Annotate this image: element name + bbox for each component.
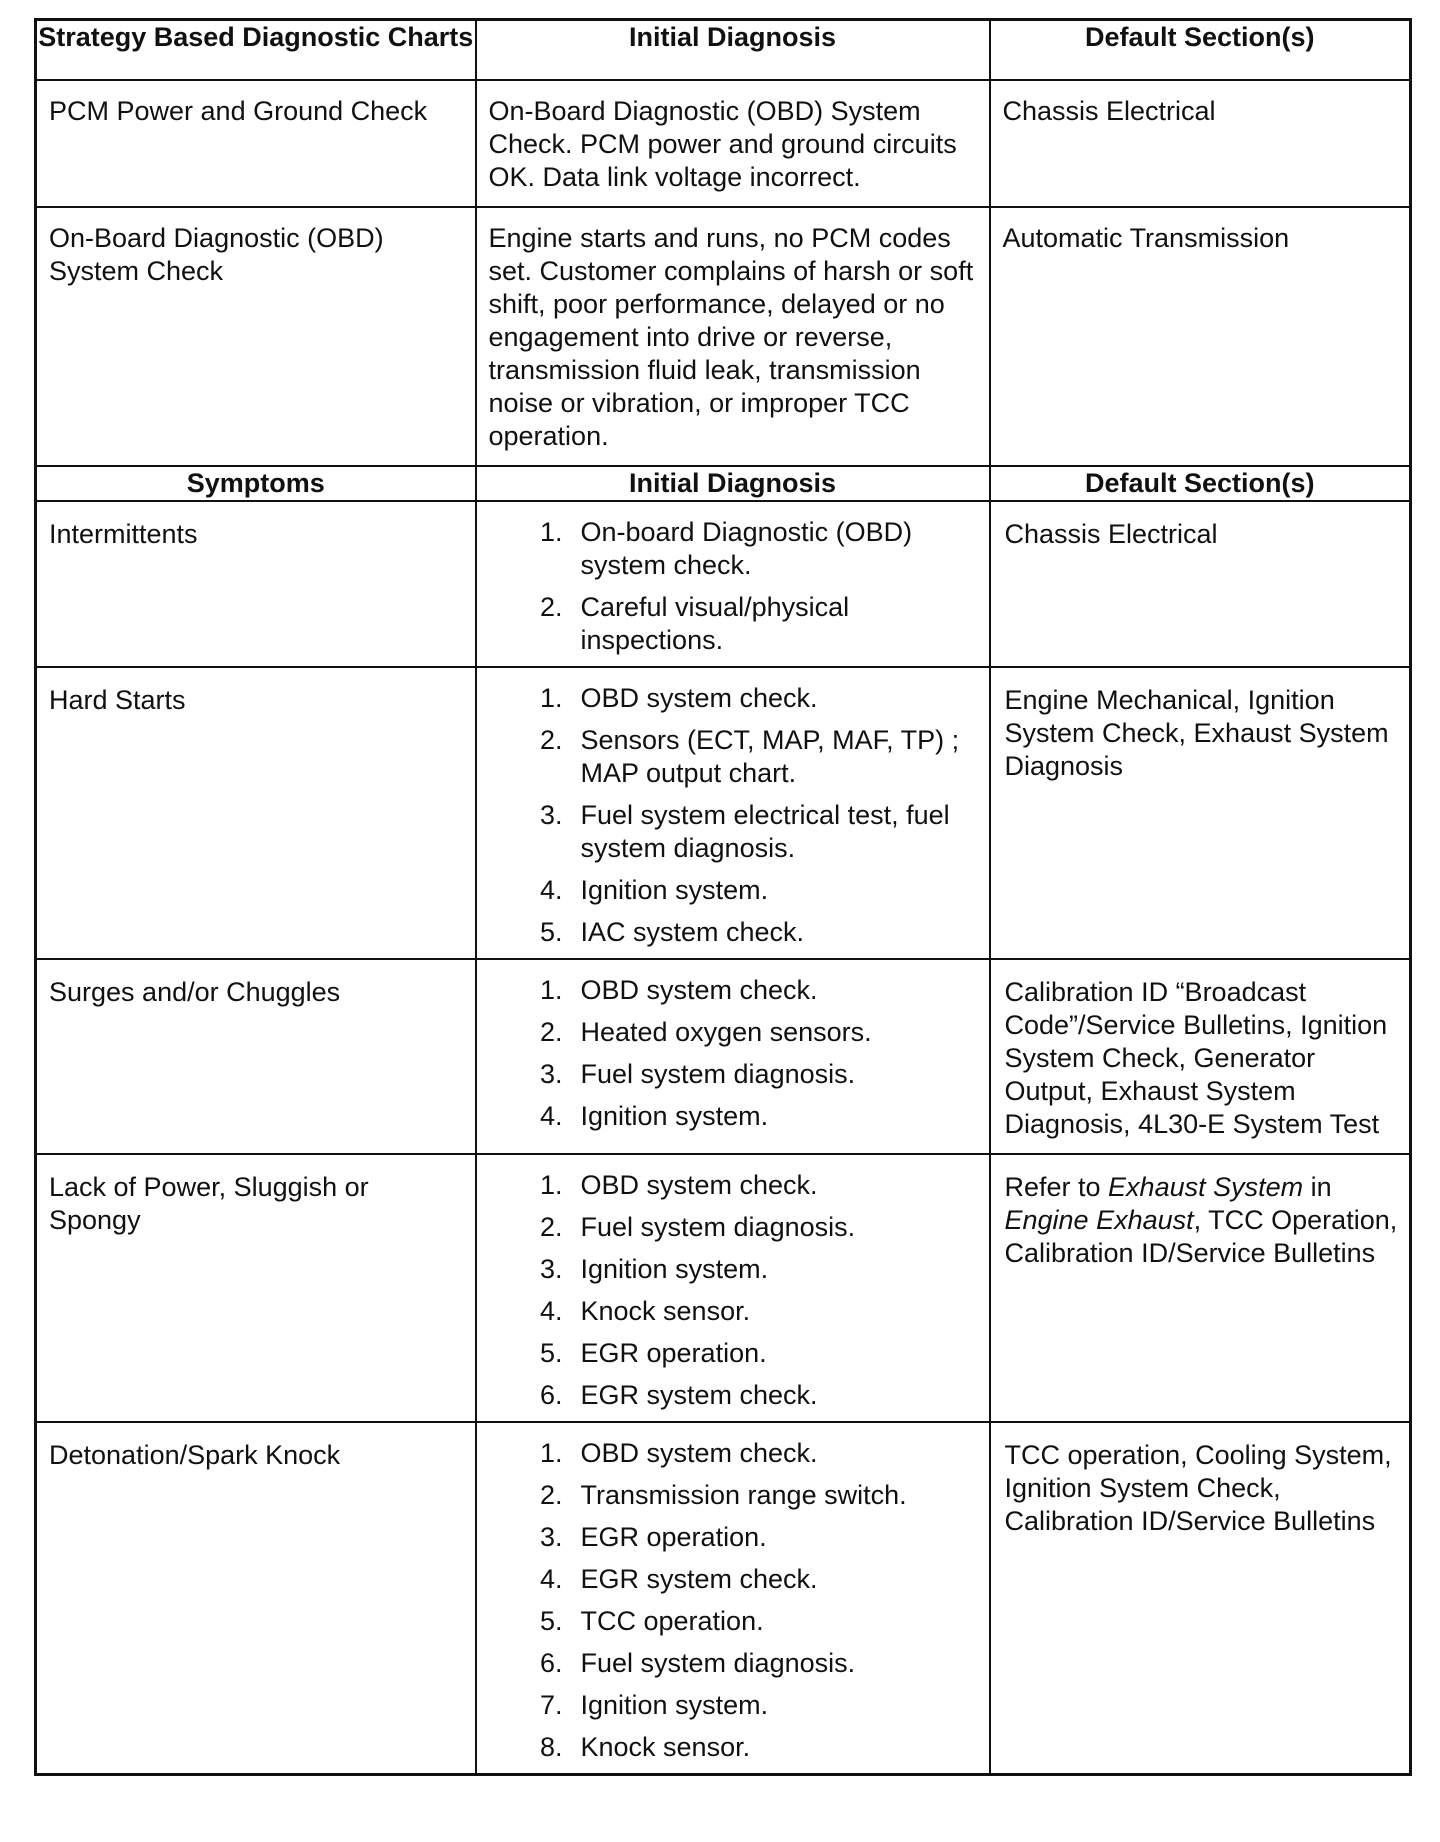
step-text: Ignition system. — [580, 1690, 769, 1720]
step-item — [477, 974, 989, 1007]
step-text: EGR system check. — [580, 1564, 818, 1594]
step-text: IAC system check. — [580, 917, 805, 947]
step-number: 1. — [539, 1170, 563, 1200]
chart-default-section: Automatic Transmission — [990, 207, 1411, 466]
table-row — [36, 1154, 1411, 1422]
step-item — [477, 1016, 989, 1049]
symptom-default-section: Engine Mechanical, Ignition System Check, Exhaust System Diagnosis — [990, 667, 1411, 959]
step-number: 6. — [539, 1648, 563, 1678]
table-row — [36, 501, 1411, 667]
step-number: 7. — [539, 1690, 563, 1720]
step-item — [477, 1521, 989, 1554]
header-default-sections: Default Section(s) — [990, 20, 1411, 81]
step-number: 1. — [539, 975, 563, 1005]
header-default-sections: Default Section(s) — [990, 466, 1411, 501]
step-item — [477, 1563, 989, 1596]
table-row — [36, 80, 1411, 207]
step-number: 3. — [539, 1254, 563, 1284]
step-number: 3. — [539, 1522, 563, 1552]
symptom-default-section: Calibration ID “Broadcast Code”/Service Bulletins, Ignition System Check, Generator Output, Exhaust System Diagnosis, 4L30-E System Test — [990, 959, 1411, 1154]
step-text: Fuel system diagnosis. — [580, 1648, 856, 1678]
step-text: Fuel system electrical test, fuel system diagnosis. — [580, 800, 950, 863]
symptom-name: Hard Starts — [36, 667, 476, 959]
chart-diagnosis: Engine starts and runs, no PCM codes set. Customer complains of harsh or soft shift, poor performance, delayed or no engagement into drive or reverse, transmission fluid leak, transmission noise or vibration, or improper TCC operation. — [476, 207, 990, 466]
diagnosis-table — [34, 18, 1412, 1776]
step-text: On-board Diagnostic (OBD) system check. — [580, 517, 913, 580]
step-item — [477, 1253, 989, 1286]
step-item — [477, 1479, 989, 1512]
table-row — [36, 207, 1411, 466]
step-number: 1. — [539, 1438, 563, 1468]
diagnosis-steps — [476, 667, 990, 959]
step-number: 4. — [539, 1296, 563, 1326]
step-number: 5. — [539, 1606, 563, 1636]
diagnosis-steps — [476, 501, 990, 667]
step-text: Fuel system diagnosis. — [580, 1212, 856, 1242]
table-row — [36, 1422, 1411, 1775]
step-text: Heated oxygen sensors. — [580, 1017, 872, 1047]
step-item — [477, 1647, 989, 1680]
step-text: EGR operation. — [580, 1522, 767, 1552]
step-text: Fuel system diagnosis. — [580, 1059, 856, 1089]
step-text: Ignition system. — [580, 1254, 769, 1284]
header-row-symptoms — [36, 466, 1411, 501]
step-number: 4. — [539, 1101, 563, 1131]
step-text: Knock sensor. — [580, 1296, 751, 1326]
symptom-name: Detonation/Spark Knock — [36, 1422, 476, 1775]
default-text-part: Refer to — [1004, 1172, 1109, 1202]
symptom-default-section: Chassis Electrical — [990, 501, 1411, 667]
step-text: EGR operation. — [580, 1338, 767, 1368]
header-initial-diagnosis: Initial Diagnosis — [476, 466, 990, 501]
step-text: OBD system check. — [580, 1438, 818, 1468]
table-row — [36, 667, 1411, 959]
step-text: OBD system check. — [580, 975, 818, 1005]
default-text-part: , TCC Operation, Calibration ID/Service Bulletins — [1004, 1205, 1398, 1268]
step-text: Careful visual/physical inspections. — [580, 592, 850, 655]
step-item — [477, 1337, 989, 1370]
symptom-default-section: TCC operation, Cooling System, Ignition System Check, Calibration ID/Service Bulletins — [990, 1422, 1411, 1775]
step-item — [477, 1295, 989, 1328]
default-text-part: in — [1303, 1172, 1332, 1202]
symptom-default-section — [990, 1154, 1411, 1422]
step-number: 2. — [539, 1212, 563, 1242]
step-number: 6. — [539, 1380, 563, 1410]
header-symptoms: Symptoms — [36, 466, 476, 501]
default-text-italic: Engine Exhaust — [1004, 1205, 1194, 1235]
step-item — [477, 874, 989, 907]
step-text: Knock sensor. — [580, 1732, 751, 1762]
step-item — [477, 1437, 989, 1470]
symptom-name: Surges and/or Chuggles — [36, 959, 476, 1154]
step-number: 4. — [539, 1564, 563, 1594]
step-item — [477, 682, 989, 715]
header-strategy-charts: Strategy Based Diagnostic Charts — [36, 20, 476, 81]
step-number: 4. — [539, 875, 563, 905]
step-item — [477, 516, 989, 582]
diagnosis-steps — [476, 959, 990, 1154]
step-number: 3. — [539, 800, 563, 830]
step-text: Transmission range switch. — [580, 1480, 907, 1510]
symptom-name: Lack of Power, Sluggish or Spongy — [36, 1154, 476, 1422]
step-number: 2. — [539, 1480, 563, 1510]
step-number: 2. — [539, 725, 563, 755]
step-item — [477, 1211, 989, 1244]
diagnosis-steps — [476, 1422, 990, 1775]
step-item — [477, 1100, 989, 1133]
step-item — [477, 916, 989, 949]
table-row — [36, 959, 1411, 1154]
step-number: 5. — [539, 1338, 563, 1368]
step-number: 3. — [539, 1059, 563, 1089]
step-item — [477, 1689, 989, 1722]
header-initial-diagnosis: Initial Diagnosis — [476, 20, 990, 81]
default-text-italic: Exhaust System — [1108, 1172, 1304, 1202]
step-item — [477, 724, 989, 790]
chart-diagnosis: On-Board Diagnostic (OBD) System Check. PCM power and ground circuits OK. Data link voltage incorrect. — [476, 80, 990, 207]
step-text: OBD system check. — [580, 1170, 818, 1200]
step-number: 2. — [539, 1017, 563, 1047]
step-item — [477, 1731, 989, 1764]
step-item — [477, 1379, 989, 1412]
step-text: Sensors (ECT, MAP, MAF, TP) ; MAP output chart. — [580, 725, 960, 788]
step-item — [477, 799, 989, 865]
step-number: 8. — [539, 1732, 563, 1762]
step-number: 1. — [539, 683, 563, 713]
chart-default-section: Chassis Electrical — [990, 80, 1411, 207]
step-item — [477, 1605, 989, 1638]
step-text: EGR system check. — [580, 1380, 818, 1410]
step-number: 1. — [539, 517, 563, 547]
step-item — [477, 591, 989, 657]
step-text: Ignition system. — [580, 1101, 769, 1131]
symptom-name: Intermittents — [36, 501, 476, 667]
chart-name: PCM Power and Ground Check — [36, 80, 476, 207]
step-item — [477, 1169, 989, 1202]
chart-name: On-Board Diagnostic (OBD) System Check — [36, 207, 476, 466]
step-number: 5. — [539, 917, 563, 947]
step-text: TCC operation. — [580, 1606, 764, 1636]
step-text: Ignition system. — [580, 875, 769, 905]
step-item — [477, 1058, 989, 1091]
header-row-charts — [36, 20, 1411, 81]
step-text: OBD system check. — [580, 683, 818, 713]
diagnosis-steps — [476, 1154, 990, 1422]
step-number: 2. — [539, 592, 563, 622]
